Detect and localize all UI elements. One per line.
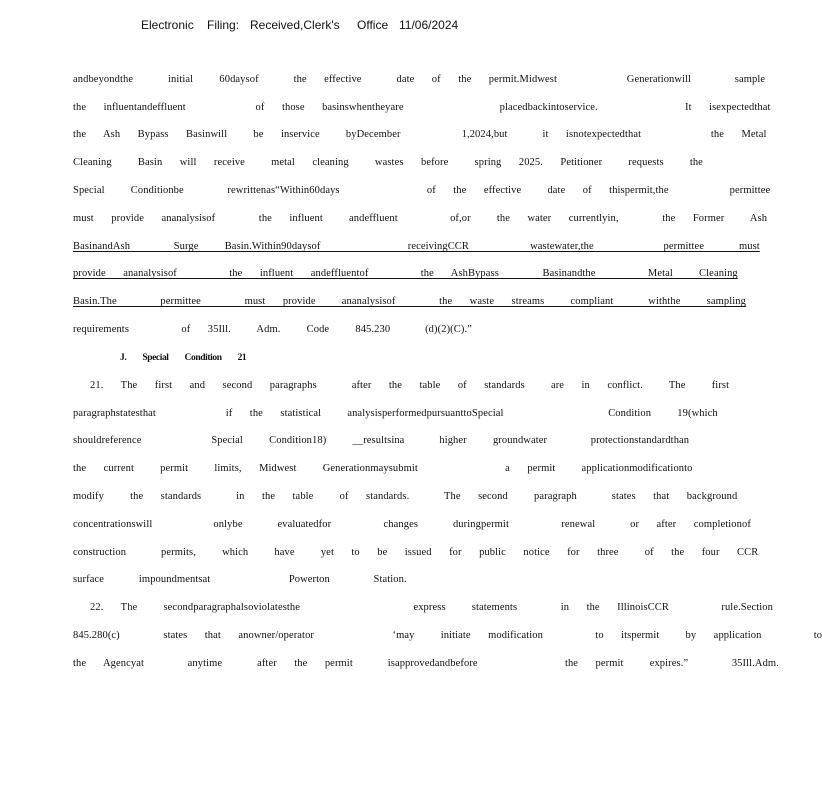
paragraph-21-line: 21. The first and second paragraphs after the table of standards are in conflict. The first <box>90 380 730 391</box>
underlined-text-line: BasinandAsh Surge Basin.Within90daysof receivingCCR wastewater,the permittee must <box>73 241 760 252</box>
paragraph-21-line: the current permit limits, Midwest Generationmaysubmit a permit applicationmodificationto <box>73 463 693 474</box>
heading-letter: J. <box>120 353 127 363</box>
header-filing: Filing: <box>207 18 240 32</box>
paragraph-22-line: 22. The secondparagraphalsoviolatesthe express statements in the IllinoisCCR rule.Section <box>90 602 774 613</box>
header-office: Office <box>357 18 389 32</box>
text-line: requirements of 35Ill. Adm. Code 845.230 (d)(2)(C).” <box>73 324 472 335</box>
heading-word-condition: Condition <box>184 353 222 363</box>
header-electronic: Electronic <box>141 18 194 32</box>
paragraph-21-line: concentrationswill onlybe evaluatedfor changes duringpermit renewal or after completionof <box>73 519 751 530</box>
paragraph-21-line: construction permits, which have yet to be issued for public notice for three of the four CCR <box>73 547 759 558</box>
text-line: Special Conditionbe rewrittenas“Within60days of the effective date of thispermit,the permittee <box>73 185 771 196</box>
text-line: andbeyondthe initial 60daysof the effective date of the permit.Midwest Generationwill sample <box>73 74 766 85</box>
paragraph-21-line: paragraphstatesthat if the statistical analysisperformedpursuanttoSpecial Condition 19(which <box>73 408 718 419</box>
text-line: Cleaning Basin will receive metal cleaning wastes before spring 2025. Petitioner requests the <box>73 157 703 168</box>
paragraph-21-line: modify the standards in the table of standards. The second paragraph states that background <box>73 491 738 502</box>
section-heading <box>120 353 246 363</box>
underlined-text-line: provide ananalysisof the influent andeffluentof the AshBypass Basinandthe Metal Cleaning <box>73 268 738 279</box>
heading-word-special: Special <box>142 353 169 363</box>
paragraph-21-line: surface impoundmentsat Powerton Station. <box>73 574 407 585</box>
header-received-clerks: Received,Clerk's <box>250 18 340 32</box>
underlined-text-line: Basin.The permittee must provide ananalysisof the waste streams compliant withthe sampling <box>73 296 746 307</box>
paragraph-21-line: shouldreference Special Condition18) __resultsina higher groundwater protectionstandardthan <box>73 435 690 446</box>
paragraph-22-line: 845.280(c) states that anowner/operator ‘may initiate modification to itspermit by application to <box>73 630 822 641</box>
text-line: must provide ananalysisof the influent andeffluent of,or the water currentlyin, the Former Ash <box>73 213 768 224</box>
header-date: 11/06/2024 <box>399 18 459 32</box>
paragraph-22-line: the Agencyat anytime after the permit isapprovedandbefore the permit expires.” 35Ill.Adm. <box>73 658 779 669</box>
heading-number: 21 <box>237 353 247 363</box>
text-line: the influentandeffluent of those basinswhentheyare placedbackintoservice. It isexpectedthat <box>73 102 771 113</box>
text-line: the Ash Bypass Basinwill be inservice byDecember 1,2024,but it isnotexpectedthat the Metal <box>73 129 767 140</box>
